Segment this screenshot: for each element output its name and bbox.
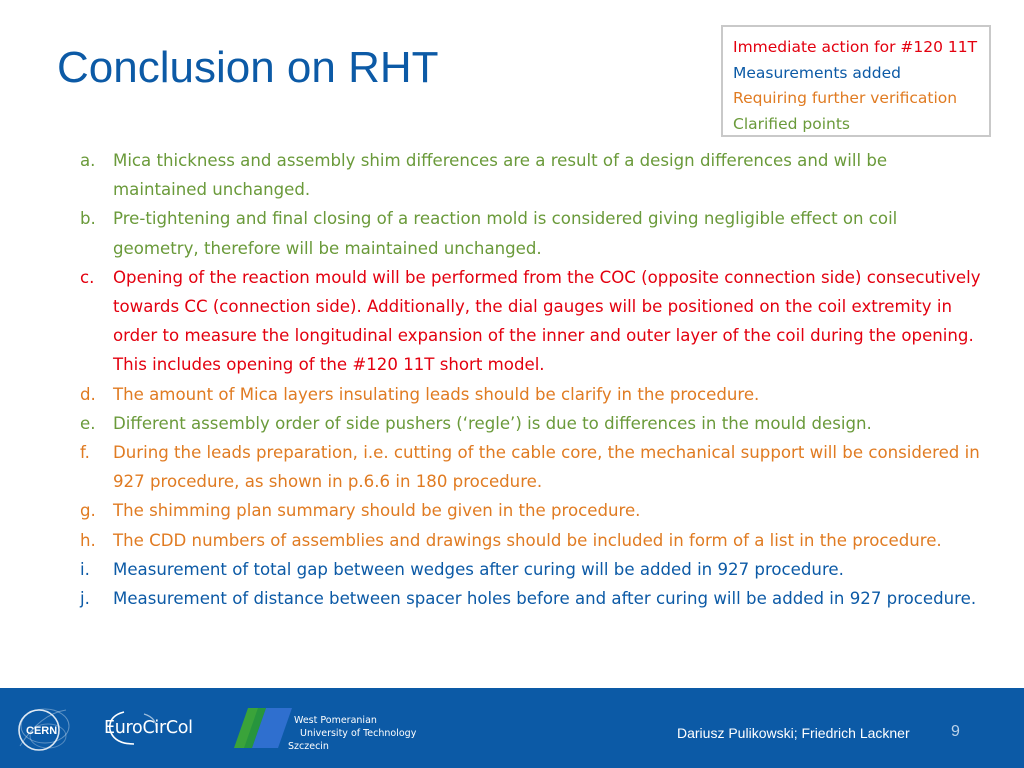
point-letter: h. xyxy=(80,530,96,550)
point-letter: f. xyxy=(80,443,90,463)
conclusion-point-h xyxy=(80,526,985,555)
cern-logo xyxy=(12,700,70,758)
legend-item-measurements-added: Measurements added xyxy=(733,63,901,82)
point-letter: a. xyxy=(80,151,96,170)
eurocircol-wordmark: EuroCirCol xyxy=(104,718,193,738)
point-letter: c. xyxy=(80,267,95,287)
point-text: Measurement of total gap between wedges after curing will be added in 927 procedure. xyxy=(113,559,844,579)
page-number: 9 xyxy=(951,723,960,740)
point-text: The amount of Mica layers insulating leads should be clarify in the procedure. xyxy=(113,384,760,404)
footer-authors: Dariusz Pulikowski; Friedrich Lackner xyxy=(677,725,910,741)
point-text: Different assembly order of side pushers (‘regle’) is due to differences in the mould design. xyxy=(113,413,872,433)
legend-item-immediate-action: Immediate action for #120 11T xyxy=(733,38,978,56)
slide-footer xyxy=(0,688,1024,768)
university-mark-icon xyxy=(232,706,294,750)
point-text: Mica thickness and assembly shim differences are a result of a design differences and will be maintained unchanged. xyxy=(113,151,888,200)
svg-text:CERN: CERN xyxy=(26,725,58,737)
point-text: The shimming plan summary should be given in the procedure. xyxy=(113,501,641,521)
conclusion-list xyxy=(80,146,985,613)
point-text: Opening of the reaction mould will be performed from the COC (opposite connection side) consecutively towards CC (connection side). Additionally, the dial gauges will be positioned on the coil extremity in order to measure the longitudinal expansion of the inner and outer layer of the coil during the opening. This includes opening of the #120 11T short model. xyxy=(113,267,981,375)
eurocircol-logo xyxy=(100,708,212,748)
conclusion-point-c xyxy=(80,263,985,380)
conclusion-point-d xyxy=(80,380,985,409)
university-name-line: West Pomeranian xyxy=(294,715,377,726)
color-legend xyxy=(721,25,991,137)
point-text: Pre-tightening and final closing of a reaction mold is considered giving negligible effect on coil geometry, therefore will be maintained unchanged. xyxy=(113,209,898,258)
conclusion-point-g xyxy=(80,496,985,525)
point-letter: b. xyxy=(80,209,96,229)
conclusion-point-f xyxy=(80,438,985,496)
point-letter: g. xyxy=(80,501,96,521)
point-letter: j. xyxy=(80,589,90,609)
point-text: The CDD numbers of assemblies and drawings should be included in form of a list in the procedure. xyxy=(113,530,942,550)
point-letter: e. xyxy=(80,413,96,433)
conclusion-point-a xyxy=(80,146,985,204)
conclusion-point-j xyxy=(80,584,985,613)
point-letter: d. xyxy=(80,384,96,404)
conclusion-point-e xyxy=(80,409,985,438)
point-letter: i. xyxy=(80,559,90,579)
point-text: During the leads preparation, i.e. cutting of the cable core, the mechanical support will be considered in 927 procedure, as shown in p.6.6 in 180 procedure. xyxy=(113,443,980,492)
university-name xyxy=(288,714,417,753)
conclusion-point-b xyxy=(80,204,985,262)
legend-item-clarified: Clarified points xyxy=(733,114,850,133)
slide-title: Conclusion on RHT xyxy=(57,43,439,92)
legend-item-requiring-verification: Requiring further verification xyxy=(733,89,958,107)
university-name-line: University of Technology xyxy=(300,728,417,739)
university-logo xyxy=(232,706,432,754)
university-name-line: Szczecin xyxy=(288,741,329,752)
point-text: Measurement of distance between spacer holes before and after curing will be added in 927 procedure. xyxy=(113,589,977,609)
conclusion-point-i xyxy=(80,555,985,584)
